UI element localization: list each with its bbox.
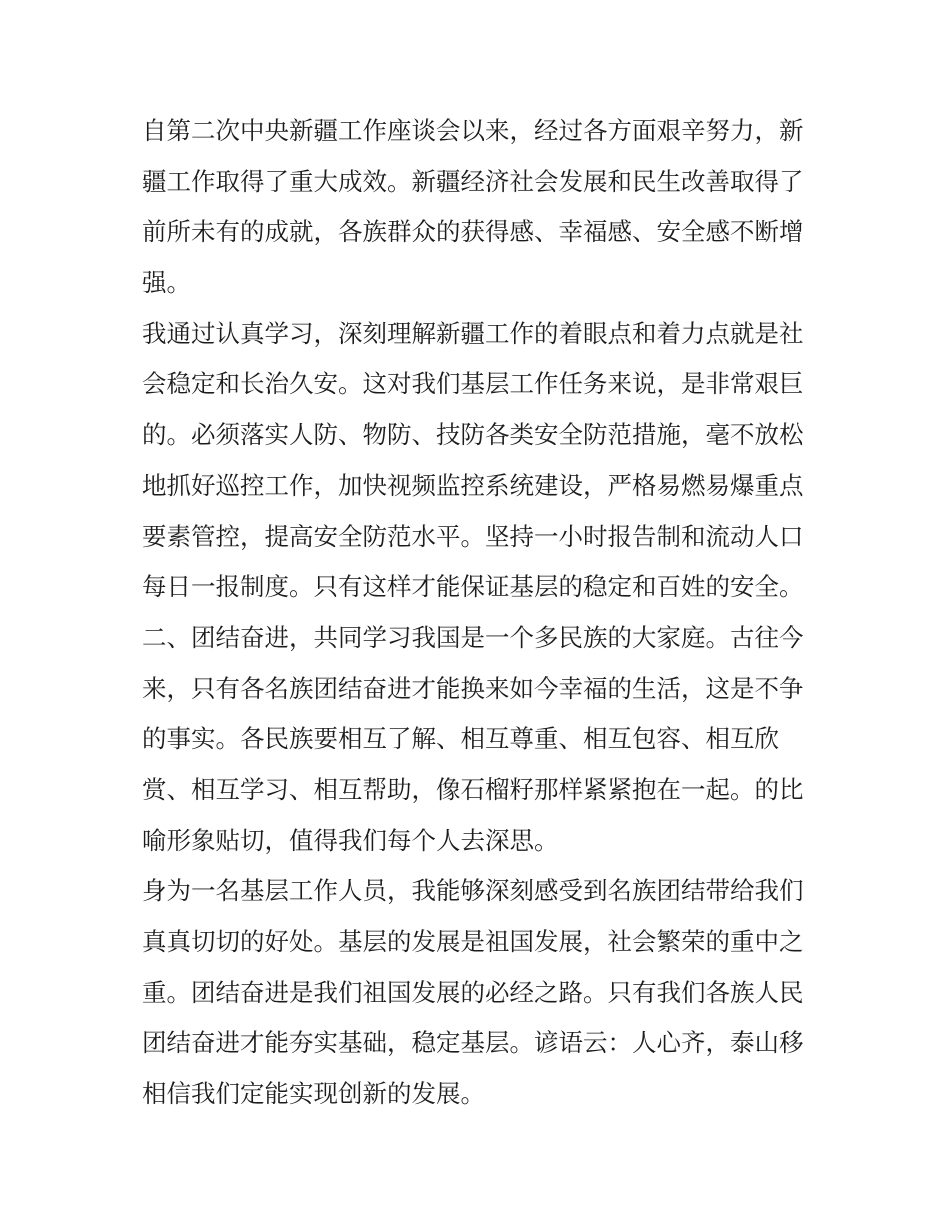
text-line: 自第二次中央新疆工作座谈会以来，经过各方面艰辛努力，新: [142, 116, 804, 145]
text-line: 地抓好巡控工作，加快视频监控系统建设，严格易燃易爆重点: [142, 470, 804, 500]
text-line: 喻形象贴切，值得我们每个人去深思。: [142, 825, 559, 855]
text-line: 会稳定和长治久安。这对我们基层工作任务来说，是非常艰巨: [142, 369, 804, 399]
text-line: 赏、相互学习、相互帮助，像石榴籽那样紧紧抱在一起。的比: [142, 774, 804, 804]
document-body: [142, 106, 822, 1120]
paragraph: [142, 309, 822, 613]
text-line: 每日一报制度。只有这样才能保证基层的稳定和百姓的安全。: [142, 572, 804, 602]
paragraph: [142, 866, 822, 1119]
text-line: 要素管控，提高安全防范水平。坚持一小时报告制和流动人口: [142, 521, 804, 551]
text-line: 来，只有各名族团结奋进才能换来如今幸福的生活，这是不争: [142, 673, 804, 703]
text-line: 的事实。各民族要相互了解、相互尊重、相互包容、相互欣: [142, 724, 779, 754]
text-line: 重。团结奋进是我们祖国发展的必经之路。只有我们各族人民: [142, 977, 804, 1007]
text-line: 团结奋进才能夯实基础，稳定基层。谚语云：人心齐，泰山移: [142, 1028, 804, 1058]
paragraph: [142, 613, 822, 866]
text-line: 强。: [142, 268, 191, 298]
text-line: 的。必须落实人防、物防、技防各类安全防范措施，毫不放松: [142, 420, 804, 450]
text-line: 前所未有的成就，各族群众的获得感、幸福感、安全感不断增: [142, 217, 804, 247]
text-line: 真真切切的好处。基层的发展是祖国发展，社会繁荣的重中之: [142, 927, 804, 956]
text-line: 疆工作取得了重大成效。新疆经济社会发展和民生改善取得了: [142, 166, 804, 196]
paragraph: [142, 106, 822, 309]
text-line: 身为一名基层工作人员，我能够深刻感受到名族团结带给我们: [142, 876, 804, 906]
text-line: 相信我们定能实现创新的发展。: [142, 1079, 485, 1109]
text-line: 二、团结奋进，共同学习我国是一个多民族的大家庭。古往今: [142, 622, 804, 652]
text-line: 我通过认真学习，深刻理解新疆工作的着眼点和着力点就是社: [142, 318, 804, 348]
